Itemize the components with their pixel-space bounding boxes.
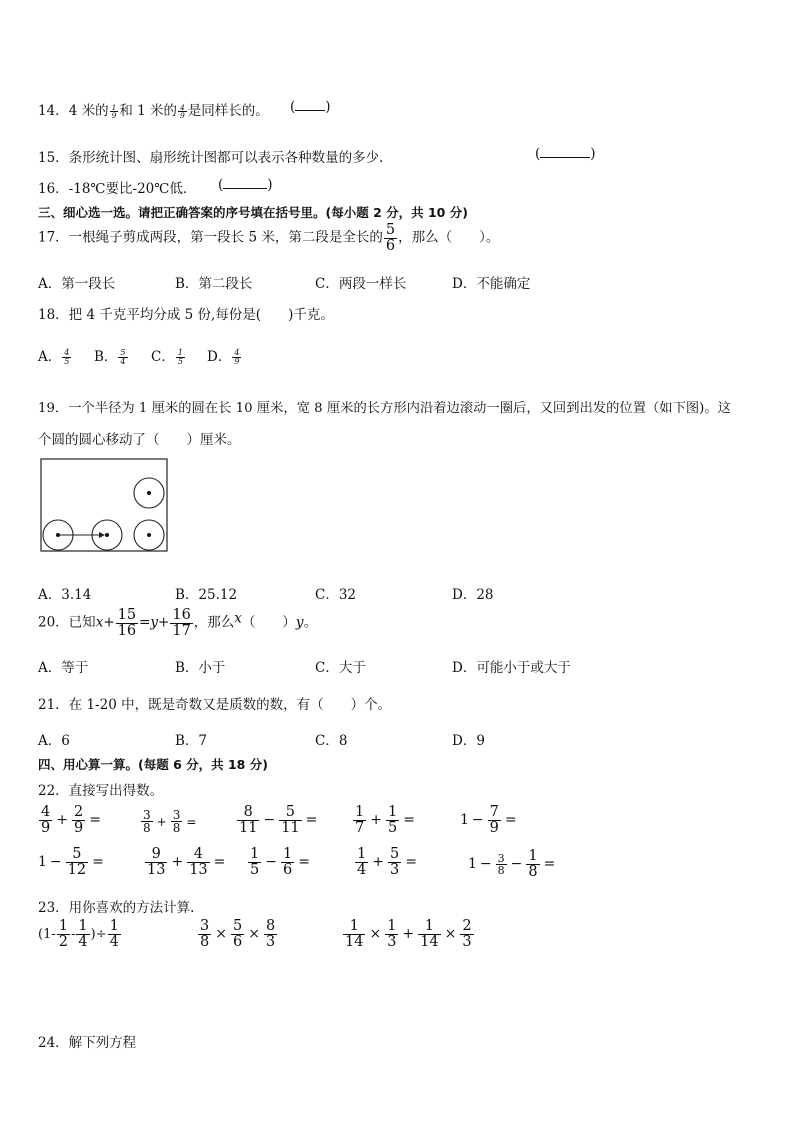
answer-paren-14[interactable]: ( ) [290,99,331,115]
question-text: 是同样长的。 [187,103,269,119]
question-21: 21．在 1-20 中，既是奇数又是质数的数，有（ ）个。 [38,697,392,713]
option-18-c[interactable]: C． $\frac{1}{5}$ [151,348,183,366]
calc-expression: 1 − $\frac{7}{9}$ = [460,804,517,836]
rectangle-outline [41,459,167,551]
question-17: 17．一根绳子剪成两段，第一段长 5 米，第二段是全长的 $\frac{5}{6}$ ，那么（ ）。 [38,222,500,254]
calc-expression: 1 − $\frac{3}{8}$ − $\frac{1}{8}$ = [468,848,556,880]
option-17-c[interactable]: C．两段一样长 [315,276,407,292]
option-21-a[interactable]: A．6 [38,733,70,749]
fraction: $\frac{5}{6}$ [385,222,396,254]
fraction: $\frac{4}{9}$ [180,102,185,120]
option-20-a[interactable]: A．等于 [38,660,89,676]
calc-expression: $\frac{1}{4}$ + $\frac{5}{3}$ = [357,846,417,878]
question-19-line2: 个圆的圆心移动了（ ）厘米。 [38,432,241,448]
option-20-b[interactable]: B．小于 [175,660,226,676]
calc-expression: $\frac{3}{8}$ × $\frac{5}{6}$ × $\frac{8}{3}$ [200,918,276,950]
calc-expression: (1- $\frac{1}{2}$ - $\frac{1}{4}$ )÷ $\frac{1}{4}$ [38,918,119,950]
option-21-b[interactable]: B．7 [175,733,208,749]
option-17-d[interactable]: D．不能确定 [452,276,531,292]
option-20-c[interactable]: C．大于 [315,660,366,676]
calc-expression: $\frac{4}{9}$ + $\frac{2}{9}$ = [41,804,101,836]
option-20-d[interactable]: D．可能小于或大于 [452,660,571,676]
section-4-title: 四、用心算一算。(每题 6 分，共 18 分) [38,757,268,772]
section-3-title: 三、细心选一选。请把正确答案的序号填在括号里。(每小题 2 分，共 10 分) [38,205,468,220]
option-19-b[interactable]: B．25.12 [175,587,238,603]
question-16: 16．-18℃要比-20℃低． [38,181,197,197]
question-23: 23．用你喜欢的方法计算. [38,900,195,916]
calc-expression: $\frac{3}{8}$ + $\frac{3}{8}$ = [143,808,197,835]
calc-expression: $\frac{9}{13}$ + $\frac{4}{13}$ = [147,846,226,878]
fraction: $\frac{1}{9}$ [111,102,117,120]
question-text: 和 1 米的 [119,103,178,119]
option-18-a[interactable]: A． $\frac{4}{5}$ [38,348,70,366]
answer-paren-16[interactable]: ( ) [218,177,273,193]
option-17-b[interactable]: B．第二段长 [175,276,253,292]
option-21-d[interactable]: D．9 [452,733,485,749]
option-19-d[interactable]: D．28 [452,587,494,603]
calc-expression: $\frac{1}{14}$ × $\frac{1}{3}$ + $\frac{1}{14}$ × $\frac{2}{3}$ [345,918,472,950]
question-24: 24．解下列方程 [38,1035,137,1051]
calc-expression: $\frac{1}{5}$ − $\frac{1}{6}$ = [250,846,310,878]
option-19-a[interactable]: A．3.14 [38,587,92,603]
question-15: 15．条形统计图、扇形统计图都可以表示各种数量的多少． [38,150,393,166]
question-19-line1: 19．一个半径为 1 厘米的圆在长 10 厘米，宽 8 厘米的长方形内沿着边滚动一圈后，又回到出发的位置（如下图)。这 [38,401,731,416]
question-text: 4 米的 [68,103,109,119]
option-17-a[interactable]: A．第一段长 [38,276,116,292]
question-18: 18．把 4 千克平均分成 5 份,每份是( )千克。 [38,307,334,323]
question-14 [38,99,269,120]
option-18-d[interactable]: D． $\frac{4}{9}$ [207,348,240,366]
arrow-head [99,532,105,538]
question-22: 22．直接写出得数。 [38,783,164,799]
calc-expression: $\frac{8}{11}$ − $\frac{5}{11}$ = [239,804,318,836]
option-21-c[interactable]: C．8 [315,733,348,749]
question-number: 14． [38,103,69,119]
question-20: 20．已知x+ $\frac{15}{16}$ =y+ $\frac{16}{17}$ ，那么x（ ）y。 [38,607,318,639]
answer-paren-15[interactable]: ( ) [535,146,596,162]
rolling-circle-diagram [40,458,170,554]
option-18-b[interactable]: B． $\frac{5}{4}$ [94,348,126,366]
calc-expression: 1 − $\frac{5}{12}$ = [38,846,104,878]
calc-expression: $\frac{1}{7}$ + $\frac{1}{5}$ = [355,804,415,836]
option-19-c[interactable]: C．32 [315,587,357,603]
